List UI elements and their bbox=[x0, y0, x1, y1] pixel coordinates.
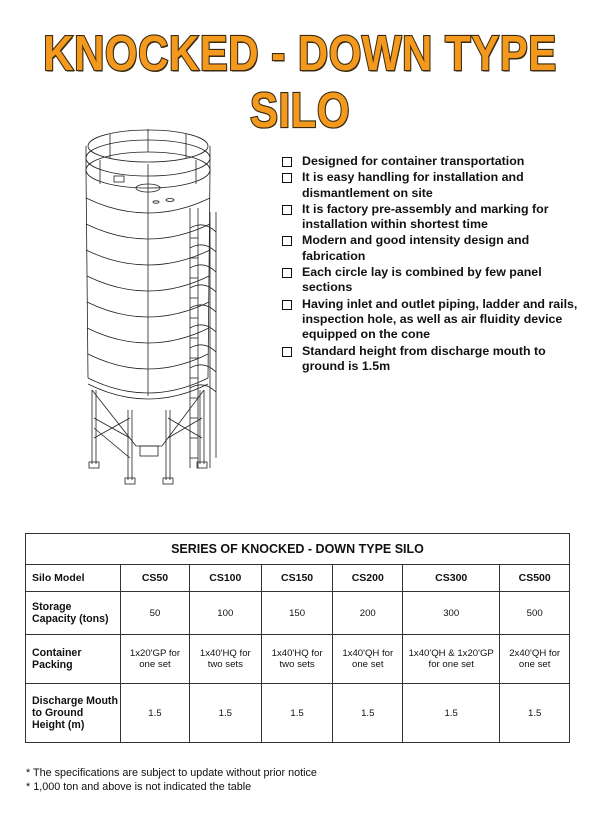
spec-table bbox=[25, 533, 570, 743]
capacity-cell: 100 bbox=[189, 592, 261, 635]
capacity-cell: 300 bbox=[403, 592, 500, 635]
height-cell: 1.5 bbox=[333, 684, 403, 743]
checkbox-bullet-icon bbox=[282, 236, 292, 246]
table-row bbox=[26, 565, 570, 592]
model-cell: CS300 bbox=[403, 565, 500, 592]
footnotes bbox=[26, 766, 317, 794]
model-cell: CS150 bbox=[261, 565, 333, 592]
checkbox-bullet-icon bbox=[282, 205, 292, 215]
capacity-cell: 50 bbox=[121, 592, 190, 635]
height-cell: 1.5 bbox=[121, 684, 190, 743]
packing-cell: 1x40'QH for one set bbox=[333, 635, 403, 684]
packing-cell: 1x40'QH & 1x20'GP for one set bbox=[403, 635, 500, 684]
height-cell: 1.5 bbox=[189, 684, 261, 743]
footnote: * The specifications are subject to update without prior notice bbox=[26, 767, 317, 779]
model-cell: CS200 bbox=[333, 565, 403, 592]
feature-item: Having inlet and outlet piping, ladder and rails, inspection hole, as well as air fluidity device equipped on the cone bbox=[282, 297, 582, 343]
capacity-cell: 500 bbox=[500, 592, 570, 635]
model-cell: CS100 bbox=[189, 565, 261, 592]
feature-item: It is factory pre-assembly and marking for installation within shortest time bbox=[282, 202, 582, 233]
feature-item: Designed for container transportation bbox=[282, 154, 582, 169]
table-row bbox=[26, 635, 570, 684]
height-cell: 1.5 bbox=[403, 684, 500, 743]
silo-illustration bbox=[70, 128, 250, 503]
capacity-cell: 150 bbox=[261, 592, 333, 635]
feature-item: Standard height from discharge mouth to ground is 1.5m bbox=[282, 344, 582, 375]
feature-item: It is easy handling for installation and dismantlement on site bbox=[282, 170, 582, 201]
checkbox-bullet-icon bbox=[282, 173, 292, 183]
row-label-height: Discharge Mouth to Ground Height (m) bbox=[26, 684, 121, 743]
model-cell: CS500 bbox=[500, 565, 570, 592]
height-cell: 1.5 bbox=[261, 684, 333, 743]
checkbox-bullet-icon bbox=[282, 268, 292, 278]
row-label-capacity: Storage Capacity (tons) bbox=[26, 592, 121, 635]
packing-cell: 1x40'HQ for two sets bbox=[261, 635, 333, 684]
page-title: KNOCKED - DOWN TYPE SILO bbox=[43, 25, 557, 138]
packing-cell: 1x20'GP for one set bbox=[121, 635, 190, 684]
feature-item: Modern and good intensity design and fabrication bbox=[282, 233, 582, 264]
checkbox-bullet-icon bbox=[282, 347, 292, 357]
checkbox-bullet-icon bbox=[282, 300, 292, 310]
row-label-model: Silo Model bbox=[26, 565, 121, 592]
table-row bbox=[26, 592, 570, 635]
feature-item: Each circle lay is combined by few panel sections bbox=[282, 265, 582, 296]
feature-list bbox=[282, 154, 582, 375]
packing-cell: 1x40'HQ for two sets bbox=[189, 635, 261, 684]
packing-cell: 2x40'QH for one set bbox=[500, 635, 570, 684]
table-caption: SERIES OF KNOCKED - DOWN TYPE SILO bbox=[26, 534, 570, 565]
checkbox-bullet-icon bbox=[282, 157, 292, 167]
footnote: * 1,000 ton and above is not indicated the table bbox=[26, 781, 252, 793]
model-cell: CS50 bbox=[121, 565, 190, 592]
row-label-packing: Container Packing bbox=[26, 635, 121, 684]
table-row bbox=[26, 684, 570, 743]
capacity-cell: 200 bbox=[333, 592, 403, 635]
height-cell: 1.5 bbox=[500, 684, 570, 743]
